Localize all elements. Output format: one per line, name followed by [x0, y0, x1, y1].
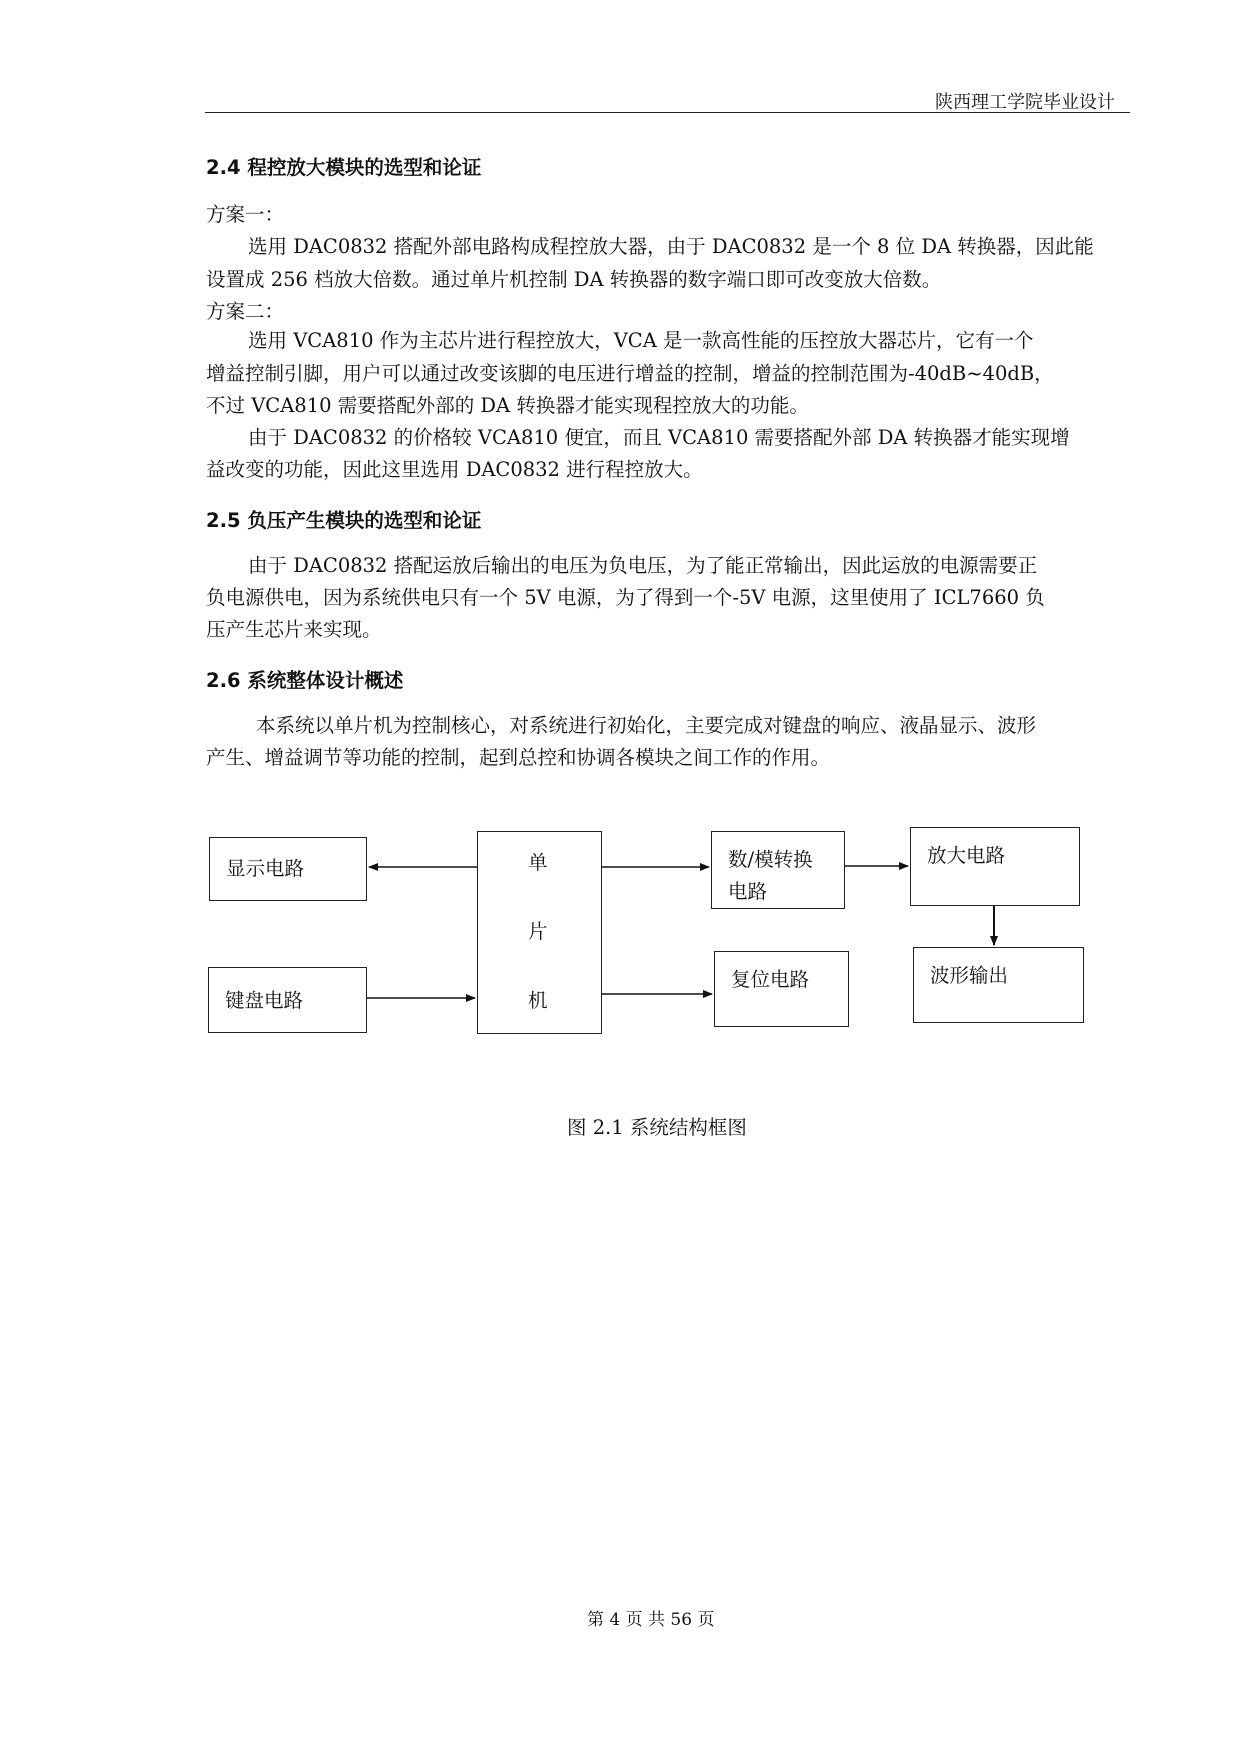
page-number: 第 4 页 共 56 页	[587, 1610, 715, 1630]
paragraph-line: 设置成 256 档放大倍数。通过单片机控制 DA 转换器的数字端口即可改变放大倍数。	[206, 268, 942, 291]
paragraph-line: 本系统以单片机为控制核心，对系统进行初始化，主要完成对键盘的响应、液晶显示、波形	[256, 714, 1037, 737]
paragraph-line: 不过 VCA810 需要搭配外部的 DA 转换器才能实现程控放大的功能。	[206, 394, 809, 417]
block-label: 片	[528, 920, 548, 943]
paragraph-line: 选用 VCA810 作为主芯片进行程控放大，VCA 是一款高性能的压控放大器芯片，它有一个	[248, 329, 1034, 352]
block-label: 复位电路	[731, 968, 810, 991]
section-heading-2-5: 2.5 负压产生模块的选型和论证	[206, 509, 482, 532]
block-label: 显示电路	[226, 857, 305, 880]
block-label: 放大电路	[927, 844, 1006, 867]
paragraph-line: 方案一：	[206, 203, 285, 226]
block-label: 机	[528, 989, 548, 1012]
block-label: 单	[528, 851, 548, 874]
section-heading-2-4: 2.4 程控放大模块的选型和论证	[206, 156, 482, 179]
paragraph-line: 产生、增益调节等功能的控制，起到总控和协调各模块之间工作的作用。	[206, 746, 831, 769]
paragraph-line: 方案二：	[206, 300, 285, 323]
block-label: 波形输出	[930, 964, 1009, 987]
paragraph-line: 益改变的功能，因此这里选用 DAC0832 进行程控放大。	[206, 458, 703, 481]
section-heading-2-6: 2.6 系统整体设计概述	[206, 669, 404, 692]
paragraph-line: 由于 DAC0832 的价格较 VCA810 便宜，而且 VCA810 需要搭配外部 DA 转换器才能实现增	[248, 426, 1070, 449]
paragraph-line: 增益控制引脚，用户可以通过改变该脚的电压进行增益的控制，增益的控制范围为-40dB~40dB，	[206, 362, 1054, 385]
paragraph-line: 负电源供电，因为系统供电只有一个 5V 电源，为了得到一个-5V 电源，这里使用了 ICL7660 负	[206, 586, 1045, 609]
block-label: 键盘电路	[225, 989, 304, 1012]
paragraph-line: 压产生芯片来实现。	[206, 618, 382, 641]
block-label: 电路	[728, 880, 768, 903]
paragraph-line: 选用 DAC0832 搭配外部电路构成程控放大器，由于 DAC0832 是一个 8 位 DA 转换器，因此能	[248, 235, 1094, 258]
block-label: 数/模转换	[728, 848, 813, 871]
paragraph-line: 由于 DAC0832 搭配运放后输出的电压为负电压，为了能正常输出，因此运放的电源需要正	[248, 554, 1038, 577]
figure-caption: 图 2.1 系统结构框图	[567, 1116, 747, 1139]
page-header-title: 陕西理工学院毕业设计	[935, 92, 1115, 113]
